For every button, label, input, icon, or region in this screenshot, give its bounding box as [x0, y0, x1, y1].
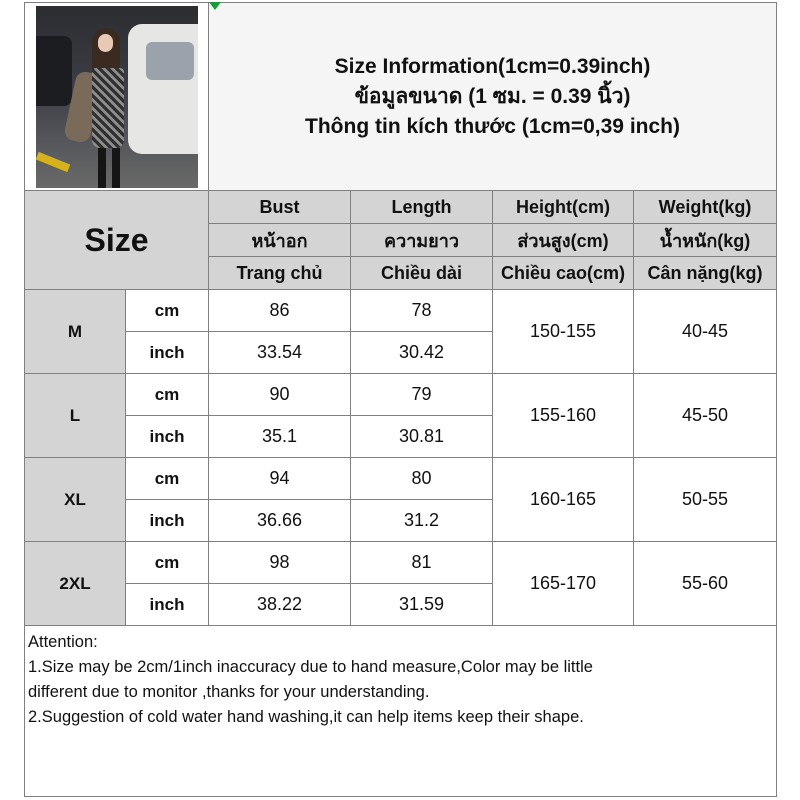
unit-inch: inch: [126, 500, 209, 542]
size-chart: [24, 2, 776, 800]
length-cm-l: 79: [351, 374, 493, 416]
bust-inch-xl: 36.66: [209, 500, 351, 542]
attention-title: Attention:: [28, 633, 98, 651]
col-height-th: ส่วนสูง(cm): [493, 224, 634, 257]
size-table: [24, 2, 777, 797]
unit-inch: inch: [126, 332, 209, 374]
height-xl: 160-165: [493, 458, 634, 542]
length-cm-xl: 80: [351, 458, 493, 500]
attention-note-2: 2.Suggestion of cold water hand washing,it can help items keep their shape.: [28, 708, 584, 726]
bust-inch-2xl: 38.22: [209, 584, 351, 626]
size-header: Size: [25, 191, 209, 290]
table-row: [25, 374, 777, 416]
product-photo-icon: [36, 6, 198, 188]
unit-cm: cm: [126, 290, 209, 332]
unit-cm: cm: [126, 374, 209, 416]
col-weight-vi: Cân nặng(kg): [634, 257, 777, 290]
bust-cm-xl: 94: [209, 458, 351, 500]
weight-2xl: 55-60: [634, 542, 777, 626]
unit-inch: inch: [126, 416, 209, 458]
col-height-vi: Chiều cao(cm): [493, 257, 634, 290]
size-info-thai: ข้อมูลขนาด (1 ซม. = 0.39 นิ้ว): [354, 84, 631, 108]
attention-note-1: 1.Size may be 2cm/1inch inaccuracy due to hand measure,Color may be little: [28, 658, 593, 676]
corner-marker-icon: [209, 2, 221, 10]
bust-inch-l: 35.1: [209, 416, 351, 458]
length-inch-xl: 31.2: [351, 500, 493, 542]
col-length-th: ความยาว: [351, 224, 493, 257]
height-m: 150-155: [493, 290, 634, 374]
col-length-en: Length: [351, 191, 493, 224]
weight-xl: 50-55: [634, 458, 777, 542]
bust-cm-l: 90: [209, 374, 351, 416]
length-cm-m: 78: [351, 290, 493, 332]
col-height-en: Height(cm): [493, 191, 634, 224]
bust-cm-m: 86: [209, 290, 351, 332]
col-bust-vi: Trang chủ: [209, 257, 351, 290]
height-2xl: 165-170: [493, 542, 634, 626]
size-label-xl: XL: [25, 458, 126, 542]
unit-cm: cm: [126, 542, 209, 584]
length-cm-2xl: 81: [351, 542, 493, 584]
bust-cm-2xl: 98: [209, 542, 351, 584]
table-row: [25, 542, 777, 584]
table-row: [25, 458, 777, 500]
unit-cm: cm: [126, 458, 209, 500]
bust-inch-m: 33.54: [209, 332, 351, 374]
size-info-english: Size Information(1cm=0.39inch): [334, 54, 651, 78]
col-bust-en: Bust: [209, 191, 351, 224]
weight-m: 40-45: [634, 290, 777, 374]
length-inch-l: 30.81: [351, 416, 493, 458]
attention-notes: [25, 626, 777, 797]
attention-note-1-cont: different due to monitor ,thanks for your understanding.: [28, 683, 430, 701]
size-label-l: L: [25, 374, 126, 458]
length-inch-m: 30.42: [351, 332, 493, 374]
size-label-2xl: 2XL: [25, 542, 126, 626]
height-l: 155-160: [493, 374, 634, 458]
length-inch-2xl: 31.59: [351, 584, 493, 626]
size-information-box: [209, 3, 777, 191]
table-row: [25, 290, 777, 332]
col-weight-th: น้ำหนัก(kg): [634, 224, 777, 257]
size-label-m: M: [25, 290, 126, 374]
product-photo-cell: [25, 3, 209, 191]
col-bust-th: หน้าอก: [209, 224, 351, 257]
unit-inch: inch: [126, 584, 209, 626]
size-info-vietnamese: Thông tin kích thước (1cm=0,39 inch): [305, 114, 680, 138]
col-weight-en: Weight(kg): [634, 191, 777, 224]
weight-l: 45-50: [634, 374, 777, 458]
col-length-vi: Chiều dài: [351, 257, 493, 290]
